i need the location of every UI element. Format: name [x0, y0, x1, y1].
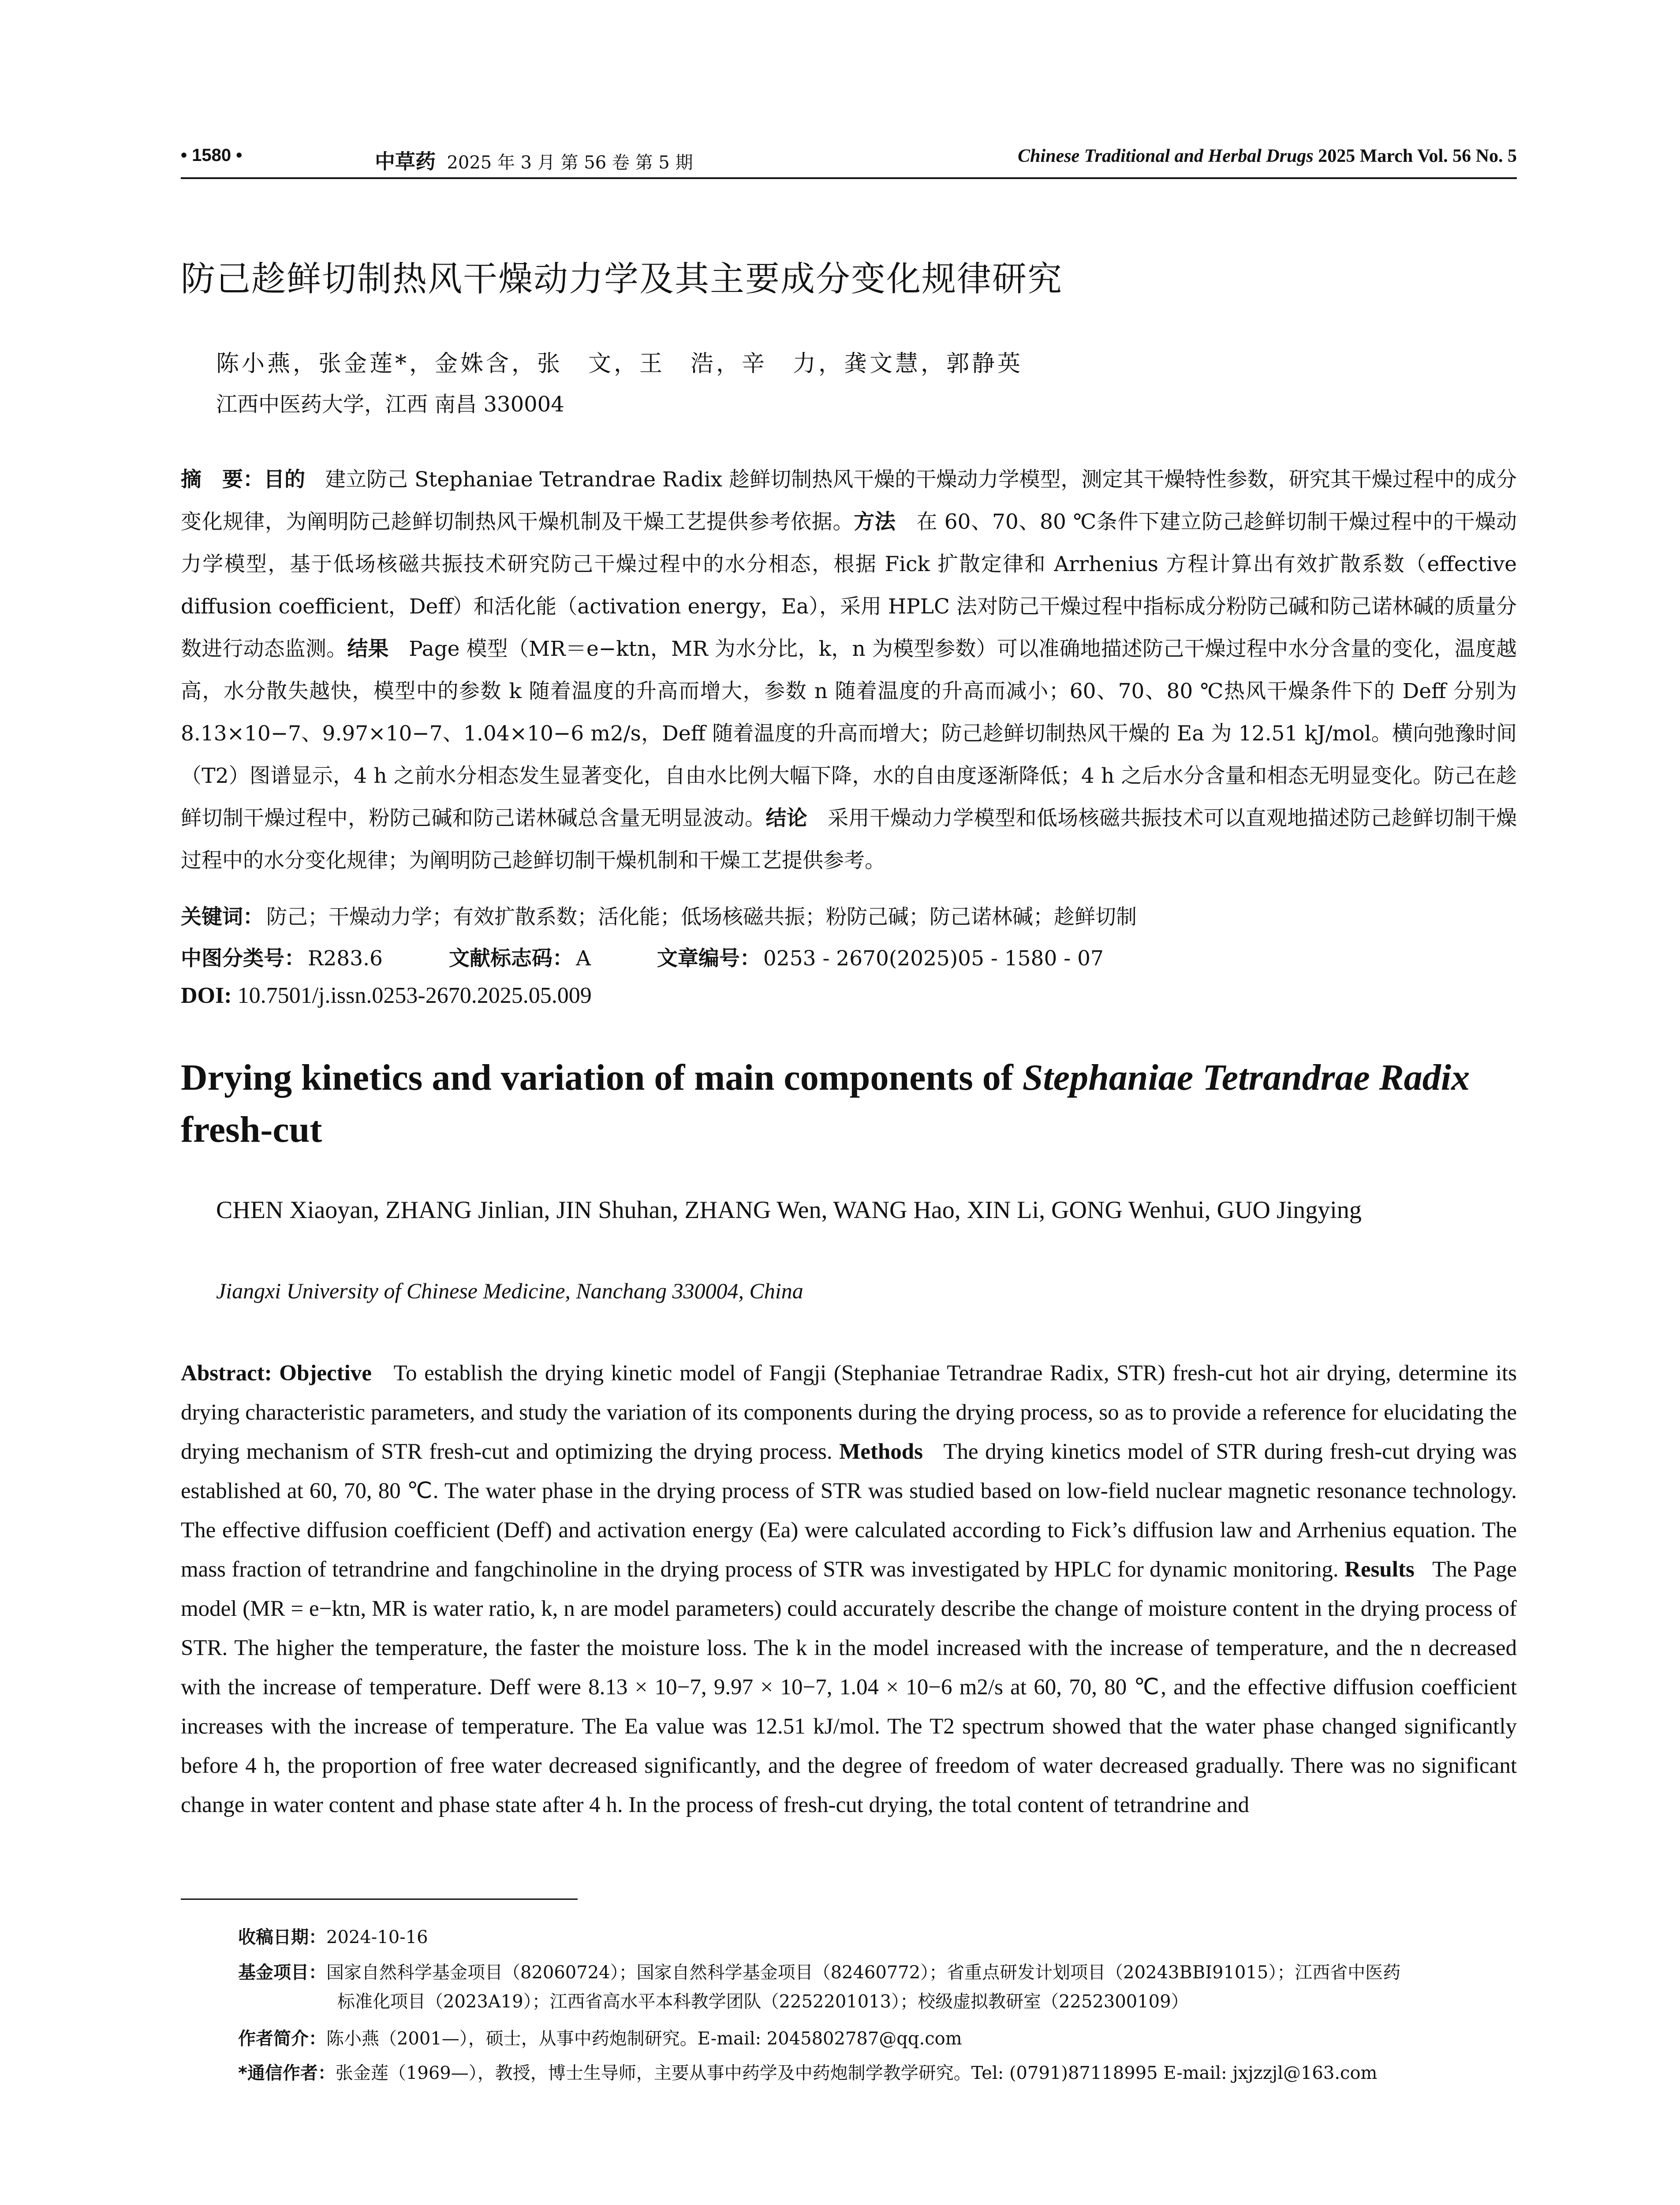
- author-bio: 陈小燕（2001—），硕士，从事中药炮制研究。E-mail: 2045802787@qq.com: [326, 2029, 962, 2049]
- cn-objective-text: 建立防己 Stephaniae Tetrandrae Radix 趁鲜切制热风干燥的干燥动力学模型，测定其干燥特性参数，研究其干燥过程中的成分变化规律，为阐明防己趁鲜切制热风干燥机制及干燥工艺提供参考依据。: [181, 467, 1517, 534]
- doc-code-label: 文献标志码：: [448, 946, 573, 971]
- fund-label: 基金项目：: [238, 1962, 326, 1983]
- doi-label: DOI:: [181, 983, 232, 1008]
- footnote-author: [238, 2024, 1517, 2053]
- en-methods-text: The drying kinetics model of STR during fresh-cut drying was established at 60, 70, 80 ℃. The water phase in the drying process of STR was studied based on low-field nuclear magnetic resonance technology. The effective diffusion coefficient (Deff) and activation energy (Ea) were calculated according to Fick’s diffusion law and Arrhenius equation. The mass fraction of tetrandrine and fangchinoline in the drying process of STR was investigated by HPLC for dynamic monitoring.: [181, 1439, 1517, 1582]
- journal-en-issue: 2025 March Vol. 56 No. 5: [1318, 146, 1517, 166]
- cn-conclusion-label: 结论: [765, 806, 808, 830]
- en-methods-label: Methods: [839, 1439, 923, 1464]
- footnote-corresponding: [238, 2059, 1517, 2088]
- en-results-label: Results: [1344, 1557, 1415, 1582]
- journal-en-name: Chinese Traditional and Herbal Drugs: [1018, 146, 1314, 166]
- journal-cn-issue: 2025 年 3 月 第 56 卷 第 5 期: [447, 153, 693, 173]
- corresponding-author: 张金莲（1969—），教授，博士生导师，主要从事中药学及中药炮制学教学研究。Tel: (0791)87118995 E-mail: jxjzzjl@163.com: [335, 2063, 1378, 2083]
- cn-keywords-label: 关键词：: [181, 905, 264, 929]
- cn-classification: [181, 942, 1104, 972]
- fund-line1: 国家自然科学基金项目（82060724）；国家自然科学基金项目（82460772）；省重点研发计划项目（20243BBI91015）；江西省中医药: [326, 1962, 1401, 1983]
- journal-logo-text: 中草药: [375, 149, 436, 173]
- cn-results-label: 结果: [347, 637, 389, 661]
- header-rule: [181, 177, 1517, 179]
- en-abstract: [181, 1354, 1517, 1825]
- cn-methods-text: 在 60、70、80 ℃条件下建立防己趁鲜切制干燥过程中的干燥动力学模型，基于低场核磁共振技术研究防己干燥过程中的水分相态，根据 Fick 扩散定律和 Arrhenius 方程计算出有效扩散系数（effective diffusion coefficient，Deff）和活化能（activation energy，Ea），采用 HPLC 法对防己干燥过程中指标成分粉防己碱和防己诺林碱的质量分数进行动态监测。: [181, 510, 1517, 661]
- cn-authors: 陈小燕，张金莲*，金姝含，张 文，王 浩，辛 力，龚文慧，郭静英: [216, 351, 1023, 377]
- cn-affiliation: 江西中医药大学，江西 南昌 330004: [216, 392, 564, 417]
- cn-conclusion-text: 采用干燥动力学模型和低场核磁共振技术可以直观地描述防己趁鲜切制干燥过程中的水分变化规律；为阐明防己趁鲜切制干燥机制和干燥工艺提供参考。: [181, 806, 1517, 873]
- footnote-fund: [238, 1958, 1517, 2016]
- footnote-rule: [181, 1899, 578, 1900]
- en-authors: CHEN Xiaoyan, ZHANG Jinlian, JIN Shuhan, ZHANG Wen, WANG Hao, XIN Li, GONG Wenhui, GUO Jingying: [216, 1196, 1362, 1224]
- cn-results-text: Page 模型（MR＝e−ktn，MR 为水分比，k，n 为模型参数）可以准确地描述防己干燥过程中水分含量的变化，温度越高，水分散失越快，模型中的参数 k 随着温度的升高而增大，参数 n 随着温度的升高而减小；60、70、80 ℃热风干燥条件下的 Deff 分别为 8.13×10−7、9.97×10−7、1.04×10−6 m2/s，Deff 随着温度的升高而增大；防己趁鲜切制热风干燥的 Ea 为 12.51 kJ/mol。横向弛豫时间（T2）图谱显示，4 h 之前水分相态发生显著变化，自由水比例大幅下降，水的自由度逐渐降低；4 h 之后水分含量和相态无明显变化。防己在趁鲜切制干燥过程中，粉防己碱和防己诺林碱总含量无明显波动。: [181, 637, 1517, 830]
- en-title-part1: Drying kinetics and variation of main components of: [181, 1057, 1023, 1098]
- running-header: [181, 146, 1517, 181]
- cn-title: 防己趁鲜切制热风干燥动力学及其主要成分变化规律研究: [181, 259, 1063, 299]
- footnote-received: [238, 1923, 1517, 1952]
- article-no-label: 文章编号：: [657, 946, 761, 971]
- en-objective-text: To establish the drying kinetic model of Fangji (Stephaniae Tetrandrae Radix, STR) fresh-cut hot air drying, determine its drying characteristic parameters, and study the variation of its components during the drying process, so as to provide a reference for elucidating the drying mechanism of STR fresh-cut and optimizing the drying process.: [181, 1361, 1517, 1464]
- author-bio-label: 作者简介：: [238, 2029, 326, 2049]
- cn-methods-label: 方法: [854, 510, 896, 534]
- cn-objective-label: 目的: [264, 467, 306, 492]
- doc-code-value: A: [575, 946, 591, 971]
- en-title: [181, 1052, 1548, 1156]
- page-number: • 1580 •: [181, 146, 243, 165]
- doi-value: 10.7501/j.issn.0253-2670.2025.05.009: [237, 983, 592, 1008]
- cn-abstract-label: 摘 要：: [181, 467, 264, 492]
- received-date: 2024-10-16: [326, 1927, 428, 1947]
- clc-value: R283.6: [308, 946, 383, 971]
- en-title-species: Stephaniae Tetrandrae Radix: [1022, 1057, 1470, 1098]
- article-no-value: 0253 - 2670(2025)05 - 1580 - 07: [763, 946, 1104, 971]
- cn-keywords: [181, 901, 1137, 930]
- received-label: 收稿日期：: [238, 1927, 326, 1947]
- clc-label: 中图分类号：: [181, 946, 305, 971]
- en-abstract-label: Abstract: Objective: [181, 1361, 372, 1386]
- fund-line2: 标准化项目（2023A19）；江西省高水平本科教学团队（2252201013）；校级虚拟教研室（2252300109）: [337, 1992, 1189, 2012]
- journal-cn-info: [375, 146, 693, 175]
- doi-line: [181, 983, 592, 1009]
- en-affiliation: Jiangxi University of Chinese Medicine, Nanchang 330004, China: [216, 1278, 803, 1303]
- cn-abstract: [181, 459, 1517, 882]
- cn-keywords-text: 防己；干燥动力学；有效扩散系数；活化能；低场核磁共振；粉防己碱；防己诺林碱；趁鲜切制: [266, 905, 1137, 929]
- en-results-text: The Page model (MR = e−ktn, MR is water ratio, k, n are model parameters) could accurately describe the change of moisture content in the drying process of STR. The higher the temperature, the faster the moisture loss. The k in the model increased with the increase of temperature, and the n decreased with the increase of temperature. Deff were 8.13 × 10−7, 9.97 × 10−7, 1.04 × 10−6 m2/s at 60, 70, 80 ℃, and the effective diffusion coefficient increases with the increase of temperature. The Ea value was 12.51 kJ/mol. The T2 spectrum showed that the water phase changed significantly before 4 h, the proportion of free water decreased significantly, and the degree of freedom of water decreased gradually. There was no significant change in water content and phase state after 4 h. In the process of fresh-cut drying, the total content of tetrandrine and: [181, 1557, 1517, 1817]
- en-title-part2: fresh-cut: [181, 1109, 322, 1150]
- journal-en-info: [1018, 146, 1517, 167]
- corresponding-label: *通信作者：: [238, 2063, 336, 2083]
